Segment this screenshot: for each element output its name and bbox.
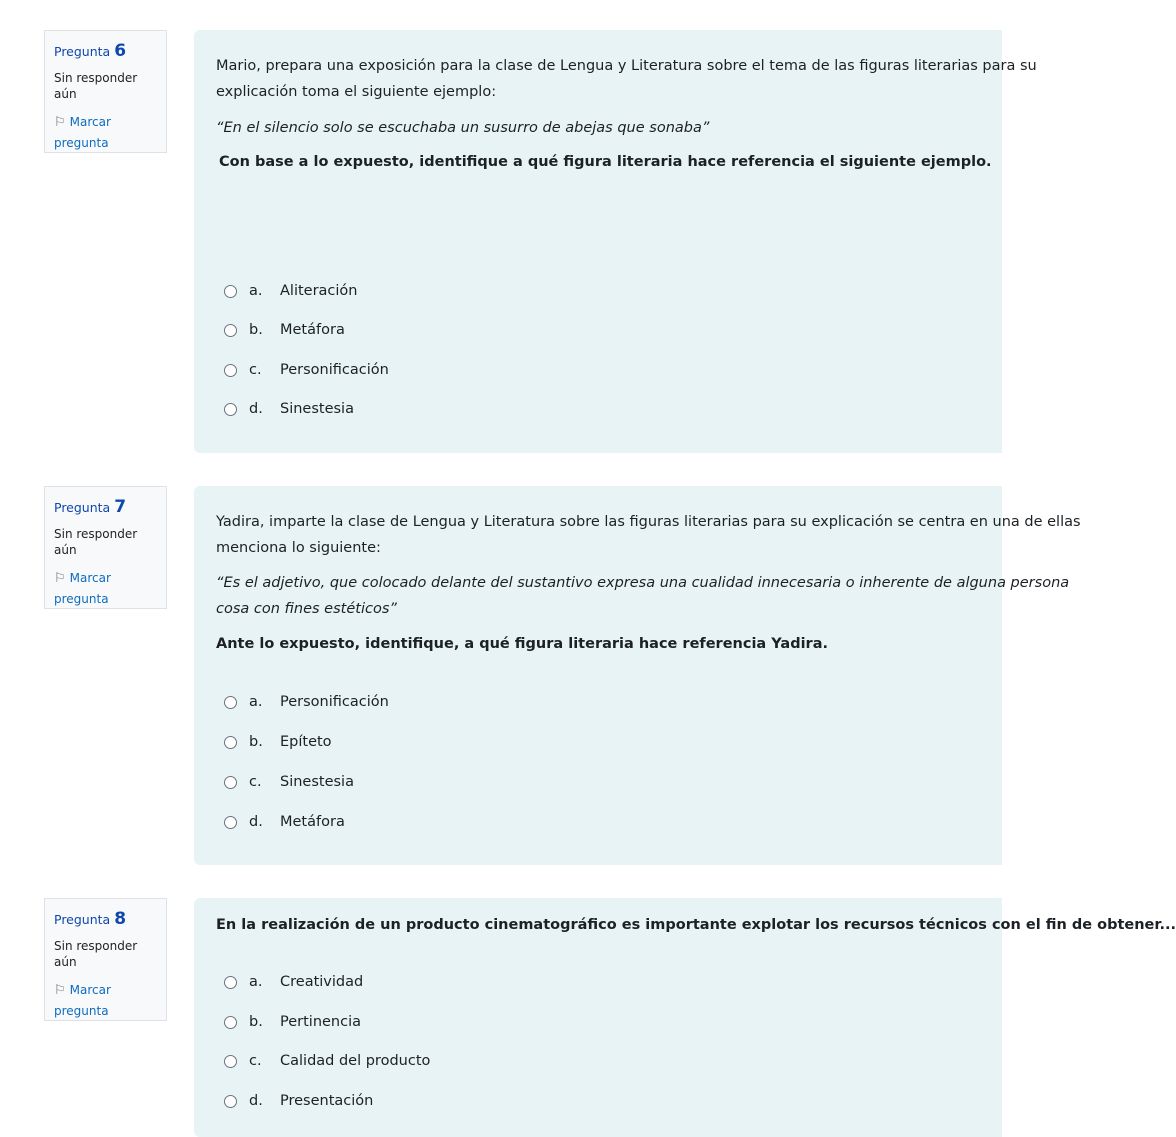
question-text-line: Yadira, imparte la clase de Lengua y Literatura sobre las figuras literarias para su explicación se centra en una de ellas [216,514,1081,530]
question-number-value: 7 [114,497,127,517]
radio-button[interactable] [224,403,237,416]
option-letter: a. [249,283,263,299]
option-text: Creatividad [280,974,364,990]
question-state: Sin responder aún [54,71,138,101]
question-info-8 [44,898,167,1021]
question-text-line: explicación toma el siguiente ejemplo: [216,84,497,100]
question-number-value: 8 [114,909,127,929]
question-prompt: Ante lo expuesto, identifique, a qué figura literaria hace referencia Yadira. [216,636,829,652]
question-label: Pregunta [54,500,111,515]
radio-button[interactable] [224,976,237,989]
option-letter: d. [249,401,263,417]
flag-label-1: Marcar [69,115,111,129]
option-letter: b. [249,1014,263,1030]
radio-button[interactable] [224,324,237,337]
flag-icon: ⚐ [54,983,66,998]
flag-question-link[interactable] [54,568,157,609]
answer-option-a[interactable] [224,972,624,992]
flag-icon: ⚐ [54,571,66,586]
option-letter: a. [249,974,263,990]
radio-button[interactable] [224,364,237,377]
option-letter: b. [249,322,263,338]
answer-option-a[interactable] [224,692,624,712]
answer-option-d[interactable] [224,1091,624,1111]
question-info-6 [44,30,167,153]
question-number [54,909,157,930]
radio-button[interactable] [224,1055,237,1068]
option-letter: c. [249,774,262,790]
option-text: Personificación [280,362,389,378]
question-text-line: Mario, prepara una exposición para la clase de Lengua y Literatura sobre el tema de las figuras literarias para su [216,58,1037,74]
option-text: Metáfora [280,814,345,830]
answer-option-b[interactable] [224,1012,624,1032]
option-text: Aliteración [280,283,358,299]
flag-question-link[interactable] [54,980,157,1021]
radio-button[interactable] [224,816,237,829]
answer-option-d[interactable] [224,399,624,419]
radio-button[interactable] [224,776,237,789]
option-text: Presentación [280,1093,374,1109]
question-label: Pregunta [54,912,111,927]
flag-label-1: Marcar [69,983,111,997]
option-letter: d. [249,814,263,830]
example-text: “En el silencio solo se escuchaba un susurro de abejas que sonaba” [216,120,710,136]
question-content-7 [194,486,1081,865]
flag-label-2: pregunta [54,592,109,606]
question-content-8 [194,898,1176,1137]
radio-button[interactable] [224,736,237,749]
answer-option-a[interactable] [224,281,624,301]
option-text: Personificación [280,694,389,710]
option-text: Metáfora [280,322,345,338]
flag-label-2: pregunta [54,136,109,150]
option-letter: c. [249,362,262,378]
flag-question-link[interactable] [54,112,157,153]
question-text-line: menciona lo siguiente: [216,540,381,556]
option-letter: c. [249,1053,262,1069]
option-letter: b. [249,734,263,750]
answer-option-d[interactable] [224,812,624,832]
question-content-6 [194,30,1037,453]
answer-option-c[interactable] [224,360,624,380]
question-prompt: En la realización de un producto cinematográfico es importante explotar los recursos técnicos con el fin de obtener... [216,917,1176,933]
example-text: cosa con fines estéticos” [216,601,397,617]
radio-button[interactable] [224,1095,237,1108]
example-text: “Es el adjetivo, que colocado delante del sustantivo expresa una cualidad innecesaria o inherente de alguna persona [216,575,1070,591]
option-text: Pertinencia [280,1014,362,1030]
option-text: Sinestesia [280,774,354,790]
radio-button[interactable] [224,1016,237,1029]
option-letter: a. [249,694,263,710]
option-letter: d. [249,1093,263,1109]
question-number [54,497,157,518]
flag-label-1: Marcar [69,571,111,585]
answer-option-b[interactable] [224,732,624,752]
question-prompt: Con base a lo expuesto, identifique a qué figura literaria hace referencia el siguiente ejemplo. [219,154,992,170]
answer-option-c[interactable] [224,772,624,792]
question-state: Sin responder aún [54,939,138,969]
option-text: Calidad del producto [280,1053,431,1069]
question-info-7 [44,486,167,609]
answer-option-b[interactable] [224,320,624,340]
flag-label-2: pregunta [54,1004,109,1018]
option-text: Sinestesia [280,401,354,417]
option-text: Epíteto [280,734,332,750]
flag-icon: ⚐ [54,115,66,130]
question-state: Sin responder aún [54,527,138,557]
question-number-value: 6 [114,41,127,61]
radio-button[interactable] [224,696,237,709]
radio-button[interactable] [224,285,237,298]
answer-option-c[interactable] [224,1051,624,1071]
question-label: Pregunta [54,44,111,59]
question-number [54,41,157,62]
